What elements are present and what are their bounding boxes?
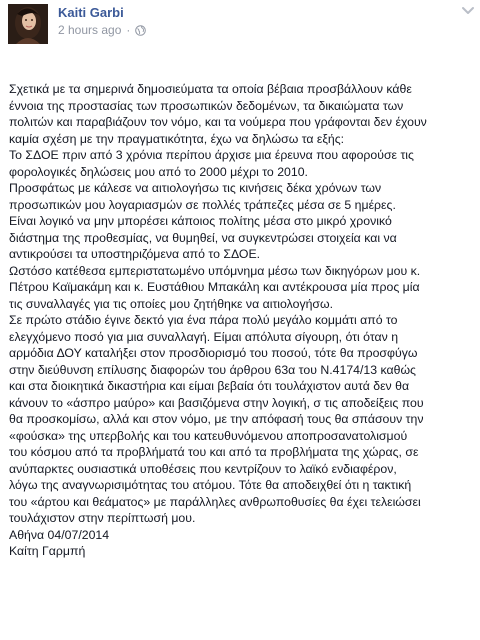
post-text-line: στην διεύθυνση επίλυσης διαφορών του άρθρου 63α του Ν.4174/13 καθώς [9,362,416,377]
post-text-line: Το ΣΔΟΕ πριν από 3 χρόνια περίπου άρχισε μια έρευνα που αφορούσε τις [9,148,414,162]
post-text-line: Σχετικά με τα σημερινά δημοσιεύματα τα οποία βέβαια προσβάλλουν κάθε [9,82,412,96]
post-text-line: λόγω της αναγνωρισιμότητας του ατόμου. Τότε θα αποδειχθεί ότι η τακτική [9,478,412,492]
post-text-line: ελεγχόμενο ποσό για μια συναλλαγή. Είμαι απόλυτα σίγουρη, ότι όταν η [9,329,399,344]
post-text-line: και στα διοικητικά δικαστήρια και είμαι βεβαία ότι τουλάχιστον αυτά δεν θα [9,379,410,393]
post-timestamp[interactable]: 2 hours ago [58,23,122,37]
post-text-line: ανύπαρκτες ουσιαστικά υποθέσεις που κεντρίζουν το λαϊκό ενδιαφέρον, [9,461,397,476]
post-text-line: αντικρούσει τα υποστηριζόμενα από το ΣΔΟΕ. [9,247,261,261]
post-text-line: Προσφάτως με κάλεσε να αιτιολογήσω τις κινήσεις δέκα χρόνων των [9,181,382,195]
post-text-line: Είναι λογικό να μην μπορέσει κάποιος πολίτης μέσα στο μικρό χρονικό [9,214,392,228]
post-text-line: φορολογικές δηλώσεις μου από το 2000 μέχρι το 2010. [9,164,308,179]
post-text-line: θα προσκομίσω, αλλά και στον νόμο, με την απόφασή τους θα σπάσουν την [9,412,424,426]
post-text-line: έννοια της προστασίας των προσωπικών δεδομένων, τα δικαιώματα των [9,98,404,113]
post-text-line: κάνουν το «άσπρο μαύρο» και βασιζόμενα στην λογική, σ τις αποδείξεις που [9,395,424,410]
post-signature-name: Καίτη Γαρμπή [9,544,86,558]
meta-separator: · [126,23,131,37]
avatar-photo [8,4,48,44]
post-text-line: αρμόδια ΔΟΥ καταλήξει στον προσδιορισμό του ποσού, τότε θα προσφύγω [9,346,418,360]
author-name[interactable]: Kaiti Garbi [58,5,124,20]
post-text-line: τουλάχιστον στην περίπτωσή μου. [9,511,196,525]
globe-icon[interactable] [135,25,146,36]
post-header [0,0,480,60]
post-text-line: τις συναλλαγές για τις οποίες μου ζητήθηκε να αιτιολογήσω. [9,296,334,311]
post-text-line: Πέτρου Καϊμακάμη και κ. Ευστάθιου Μπακάλη και αντέκρουσα μία προς μία [9,280,420,294]
post-text-line: «φούσκα» της υπερβολής και του κατευθυνόμενου αποπροσανατολισμού [9,428,408,443]
post-text-line: του κόσμου από τα προβλήματά του και από τα προβλήματα της χώρας, σε [9,445,419,459]
post-text-line: καμία σχέση με την πραγματικότητα, έχω να δηλώσω τα εξής: [9,131,345,146]
post-meta [58,23,146,37]
chevron-down-icon [457,0,479,22]
post-options-button[interactable] [457,0,479,22]
avatar[interactable] [8,4,48,44]
post-text-line: προσωπικών μου λογαριασμών σε πολλές τράπεζες μέσα σε 5 ημέρες. [9,197,396,212]
post-text-line: διάστημα της προθεσμίας, να θυμηθεί, να συγκεντρώσει στοιχεία και να [9,230,397,245]
post-text-line: πολιτών και παραβιάζουν τον νόμο, και τα νούμερα που γράφονται δεν έχουν [9,115,427,129]
post-text-line: Σε πρώτο στάδιο έγινε δεκτό για ένα πάρα πολύ μεγάλο κομμάτι από το [9,313,398,327]
post-text-line: του «άρτου και θεάματος» με παράλληλες ανθρωποθυσίες θα έχει τελειώσει [9,494,421,509]
post-signature-date: Αθήνα 04/07/2014 [9,527,110,542]
post-text-line: Ωστόσο κατέθεσα εμπεριστατωμένο υπόμνημα μέσω των δικηγόρων μου κ. [9,263,421,278]
post-body [9,81,475,560]
